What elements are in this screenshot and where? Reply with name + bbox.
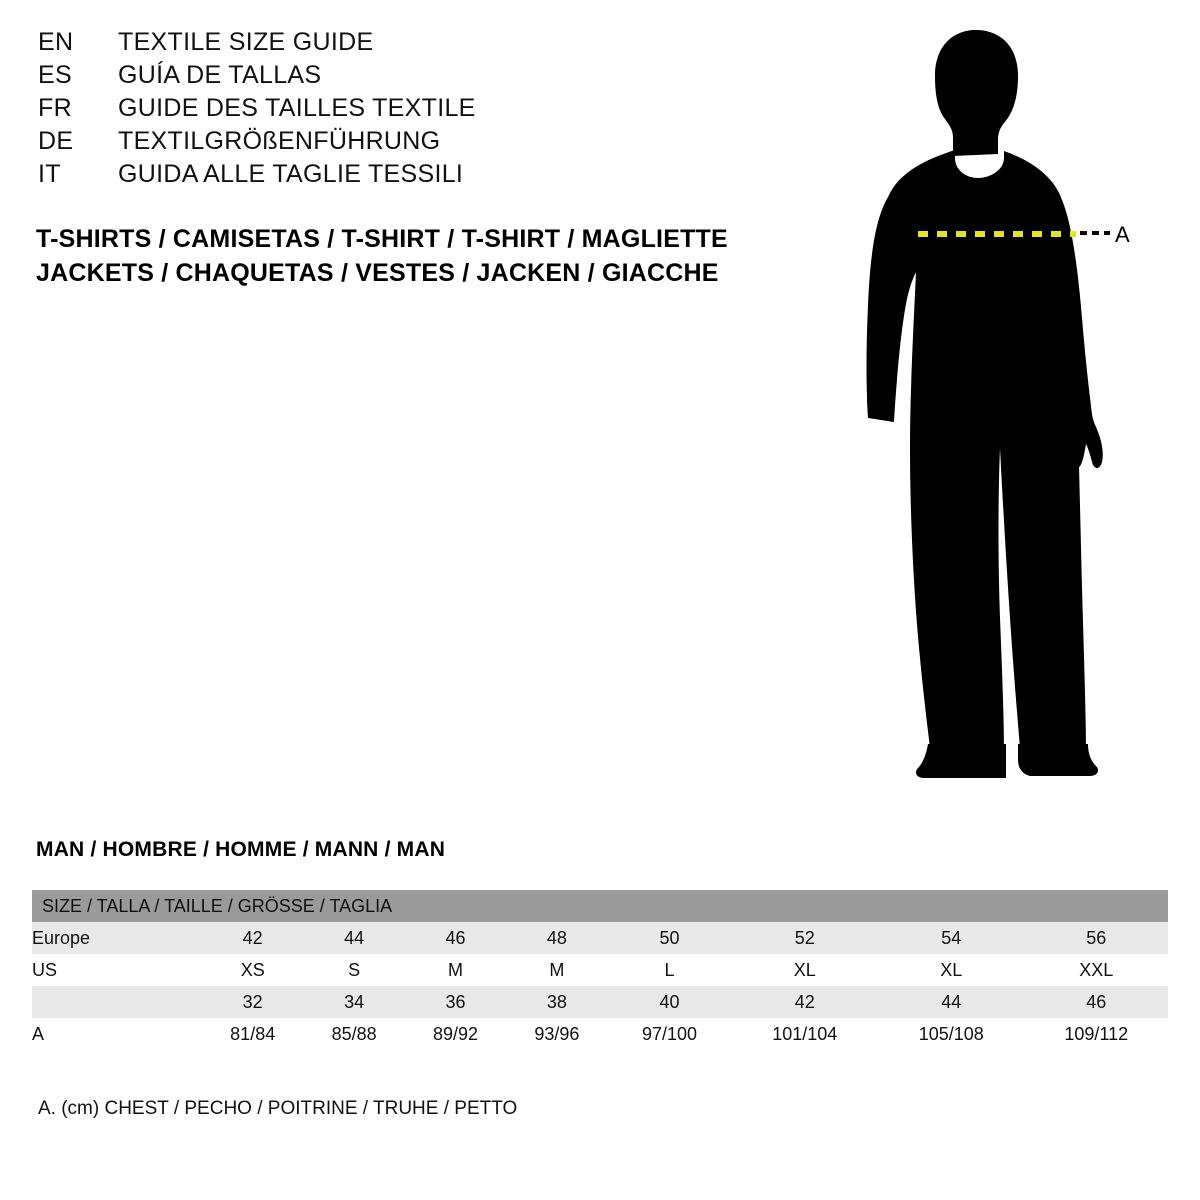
row-label-us: US: [32, 954, 202, 986]
language-text-es: GUÍA DE TALLAS: [118, 61, 322, 89]
language-text-it: GUIDA ALLE TAGLIE TESSILI: [118, 160, 464, 188]
language-code-de: DE: [38, 127, 74, 155]
cell-us-2: M: [405, 954, 506, 986]
garment-type-list: [36, 222, 796, 290]
cell-europe-7: 56: [1024, 922, 1168, 954]
cell-us-6: XL: [878, 954, 1024, 986]
measure-leader-dashes: [1080, 231, 1110, 235]
cell-numeric-7: 46: [1024, 986, 1168, 1018]
cell-a-7: 109/112: [1024, 1018, 1168, 1050]
footnote-chest-measure: A. (cm) CHEST / PECHO / POITRINE / TRUHE / PETTO: [38, 1098, 518, 1119]
cell-us-5: XL: [732, 954, 878, 986]
language-text-de: TEXTILGRÖßENFÜHRUNG: [118, 127, 441, 155]
cell-us-1: S: [303, 954, 404, 986]
language-code-en: EN: [38, 28, 74, 56]
body-silhouette-figure: [790, 18, 1190, 798]
cell-us-7: XXL: [1024, 954, 1168, 986]
cell-a-3: 93/96: [506, 1018, 607, 1050]
cell-a-1: 85/88: [303, 1018, 404, 1050]
language-row: [38, 61, 738, 94]
cell-europe-3: 48: [506, 922, 607, 954]
cell-europe-4: 50: [608, 922, 732, 954]
cell-a-0: 81/84: [202, 1018, 303, 1050]
cell-numeric-3: 38: [506, 986, 607, 1018]
section-title-man: MAN / HOMBRE / HOMME / MANN / MAN: [36, 838, 446, 861]
cell-europe-5: 52: [732, 922, 878, 954]
language-text-fr: GUIDE DES TAILLES TEXTILE: [118, 94, 476, 122]
language-text-en: TEXTILE SIZE GUIDE: [118, 28, 374, 56]
cell-numeric-1: 34: [303, 986, 404, 1018]
cell-numeric-5: 42: [732, 986, 878, 1018]
language-code-fr: FR: [38, 94, 72, 122]
cell-numeric-4: 40: [608, 986, 732, 1018]
cell-europe-0: 42: [202, 922, 303, 954]
table-row: [32, 922, 1168, 954]
cell-numeric-6: 44: [878, 986, 1024, 1018]
cell-us-0: XS: [202, 954, 303, 986]
language-code-es: ES: [38, 61, 72, 89]
table-row: [32, 986, 1168, 1018]
language-row: [38, 28, 738, 61]
table-row: [32, 954, 1168, 986]
garment-line-jackets: JACKETS / CHAQUETAS / VESTES / JACKEN / GIACCHE: [36, 259, 719, 287]
garment-line-tshirts: T-SHIRTS / CAMISETAS / T-SHIRT / T-SHIRT / MAGLIETTE: [36, 225, 728, 253]
language-row: [38, 160, 738, 193]
row-label-numeric: [32, 986, 202, 1018]
male-silhouette-icon: [790, 18, 1190, 798]
table-row: [32, 1018, 1168, 1050]
table-header-label: SIZE / TALLA / TAILLE / GRÖSSE / TAGLIA: [32, 890, 1168, 922]
row-label-europe: Europe: [32, 922, 202, 954]
language-list: [38, 28, 738, 193]
language-code-it: IT: [38, 160, 61, 188]
language-row: [38, 127, 738, 160]
cell-numeric-2: 36: [405, 986, 506, 1018]
cell-numeric-0: 32: [202, 986, 303, 1018]
cell-a-2: 89/92: [405, 1018, 506, 1050]
language-row: [38, 94, 738, 127]
cell-europe-1: 44: [303, 922, 404, 954]
cell-us-4: L: [608, 954, 732, 986]
cell-europe-6: 54: [878, 922, 1024, 954]
measure-label-a: A: [1115, 222, 1130, 247]
cell-europe-2: 46: [405, 922, 506, 954]
cell-a-5: 101/104: [732, 1018, 878, 1050]
cell-us-3: M: [506, 954, 607, 986]
cell-a-4: 97/100: [608, 1018, 732, 1050]
size-table: [32, 890, 1168, 1050]
table-header-row: [32, 890, 1168, 922]
row-label-a: A: [32, 1018, 202, 1050]
cell-a-6: 105/108: [878, 1018, 1024, 1050]
